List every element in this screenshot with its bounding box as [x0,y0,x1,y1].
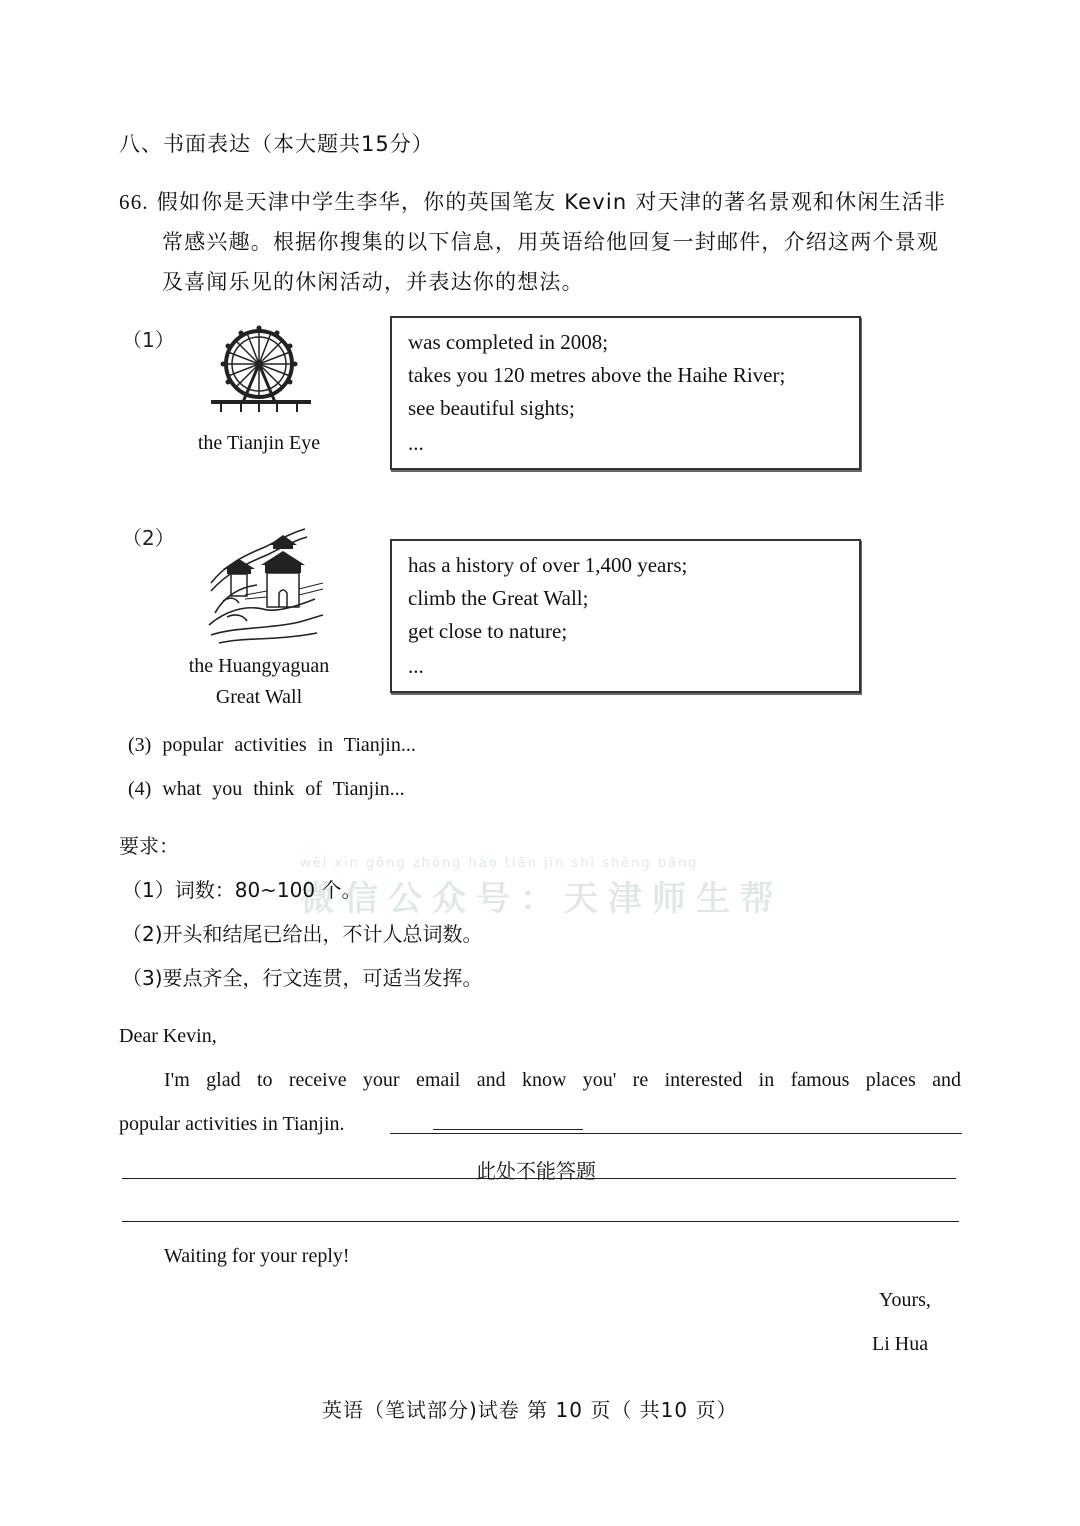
ferris-wheel-icon [207,322,315,414]
answer-line-3[interactable] [122,1221,959,1222]
fact-line: ... [408,654,424,678]
letter-opening-1: I'm glad to receive your email and know you' re interested in famous places and [164,1069,961,1091]
fact-line: see beautiful sights; [408,396,575,420]
question-number: 66. [119,190,149,214]
place-2-caption-2: Great Wall [215,686,303,708]
section-title: 八、书面表达（本大题共15分） [119,132,434,156]
place-1-facts-box [390,316,861,470]
place-2-label: （2） [122,526,175,550]
no-answer-note: 此处不能答题 [476,1159,596,1183]
watermark [300,856,800,920]
item-4: (4) what you think of Tianjin... [128,778,405,800]
place-1-label: （1） [122,328,175,352]
item-3: (3) popular activities in Tianjin... [128,734,416,756]
great-wall-icon [205,525,329,649]
requirement-1: （1）词数：80~100 个。 [122,878,362,902]
requirements-title: 要求： [119,834,179,858]
place-2-caption-1: the Huangyaguan [188,655,330,677]
letter-yours: Yours, [879,1289,931,1311]
fact-line: has a history of over 1,400 years; [408,553,688,577]
watermark-pinyin: wēi xìn gōng zhòng hào tiān jīn shī shēng bāng [300,856,699,871]
fact-line: ... [408,431,424,455]
requirement-3: （3)要点齐全，行文连贯，可适当发挥。 [122,966,483,990]
fact-line: climb the Great Wall; [408,586,589,610]
fact-line: was completed in 2008; [408,330,609,354]
page-footer: 英语（笔试部分)试卷 第 10 页（ 共10 页） [322,1398,738,1422]
letter-signature: Li Hua [872,1333,929,1355]
question-line-1 [119,186,946,216]
answer-line-2[interactable] [122,1178,956,1179]
letter-closing: Waiting for your reply! [164,1245,350,1267]
place-1-caption: the Tianjin Eye [197,432,321,454]
letter-opening-2: popular activities in Tianjin. [119,1113,345,1135]
question-text-1: 假如你是天津中学生李华，你的英国笔友 Kevin 对天津的著名景观和休闲生活非 [156,190,947,214]
answer-line-1[interactable] [390,1133,962,1134]
place-2-facts-box [390,539,861,693]
question-line-3: 及喜闻乐见的休闲活动，并表达你的想法。 [162,270,584,294]
letter-greeting: Dear Kevin, [119,1025,217,1047]
answer-blank[interactable] [433,1129,583,1130]
watermark-text: 微信公众号：天津师生帮 [300,879,784,919]
fact-line: takes you 120 metres above the Haihe River; [408,363,786,387]
question-line-2: 常感兴趣。根据你搜集的以下信息，用英语给他回复一封邮件，介绍这两个景观 [162,230,939,254]
fact-line: get close to nature; [408,619,568,643]
requirement-2: （2)开头和结尾已给出，不计人总词数。 [122,922,483,946]
